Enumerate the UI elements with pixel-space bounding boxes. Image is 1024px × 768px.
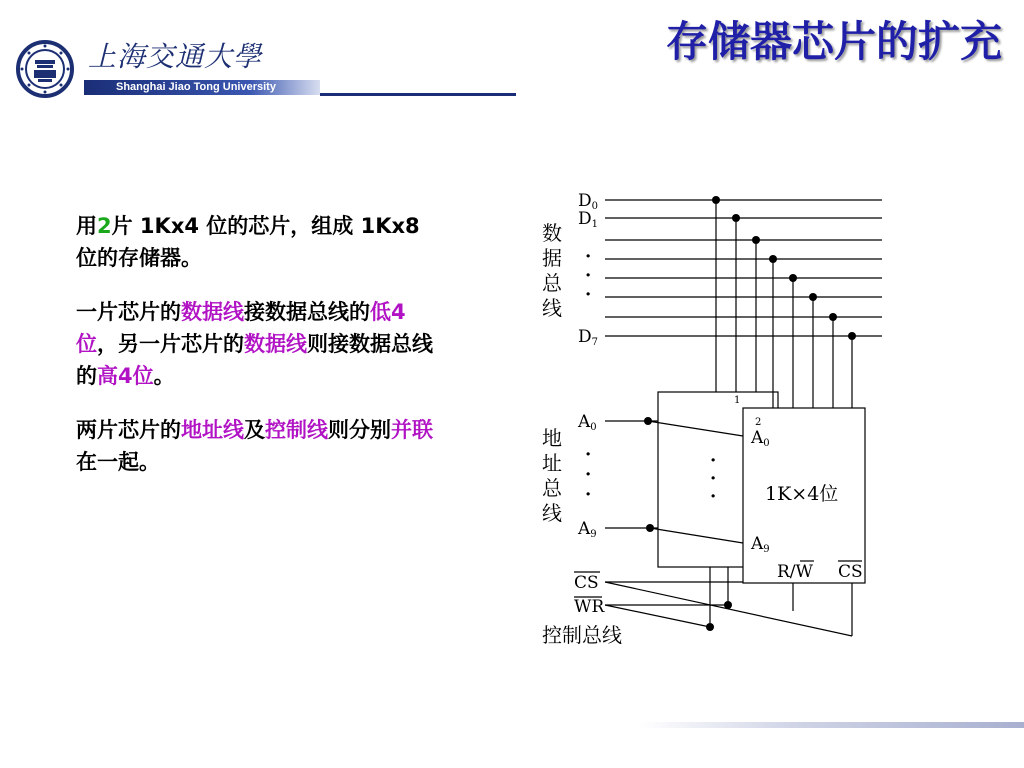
addr-bus-char: 地 [542, 426, 562, 450]
ellipsis-dot: · [585, 444, 592, 465]
chip-capacity-label: 1K×4位 [765, 483, 839, 505]
slide-body [76, 210, 436, 500]
text-run: 一片芯片的 [76, 300, 181, 324]
paragraph-3 [76, 414, 436, 478]
text-run: 片 1Kx4 位的芯片，组成 1Kx8 位的存储器。 [76, 214, 420, 270]
highlight-number: 2 [97, 214, 112, 238]
label-wr: WR [574, 597, 605, 617]
highlight-term: 数据线 [244, 332, 307, 356]
label-d0: D0 [578, 191, 599, 212]
text-run: 。 [153, 364, 175, 388]
junction-dot [789, 274, 797, 282]
label-a9: A9 [578, 519, 597, 540]
data-bus-char: 线 [542, 296, 562, 320]
ellipsis-dot: · [710, 486, 717, 507]
highlight-term: 高4位 [97, 364, 154, 388]
text-run: 在一起。 [76, 450, 160, 474]
highlight-term: 地址线 [181, 418, 244, 442]
text-run: 及 [244, 418, 265, 442]
highlight-term: 并联 [391, 418, 433, 442]
junction-dot [769, 255, 777, 263]
paragraph-1 [76, 210, 436, 274]
junction-dot [646, 524, 654, 532]
ctrl-bus-label: 控制总线 [542, 623, 622, 647]
header [0, 0, 1024, 100]
addr-bus-char: 总 [542, 476, 562, 500]
junction-dot [732, 214, 740, 222]
ellipsis-dot: · [710, 450, 717, 471]
addr-bus-char: 线 [542, 501, 562, 525]
label-d7: D7 [578, 327, 599, 348]
junction-dot [724, 601, 732, 609]
footer-decoration [640, 722, 1024, 728]
highlight-term: 控制线 [265, 418, 328, 442]
chip-a9: A9 [751, 534, 770, 555]
ellipsis-dot: · [585, 484, 592, 505]
text-run: 则分别 [328, 418, 391, 442]
chip-cs-label: CS [838, 562, 863, 582]
university-name-cn: 上海交通大學 [88, 40, 263, 73]
junction-dot [809, 293, 817, 301]
data-bus-char: 数 [542, 221, 562, 245]
text-run: 接数据总线的 [244, 300, 370, 324]
label-a0: A0 [578, 412, 597, 433]
paragraph-2 [76, 296, 436, 392]
ellipsis-dot: · [585, 246, 592, 267]
slide-title: 存储器芯片的扩充 [665, 17, 1002, 66]
data-bus-char: 总 [542, 271, 562, 295]
label-d1: D1 [578, 209, 599, 230]
ellipsis-dot: · [585, 464, 592, 485]
memory-expansion-diagram [530, 180, 900, 650]
header-divider [320, 93, 516, 96]
junction-dot [829, 313, 837, 321]
junction-dot [752, 236, 760, 244]
junction-dot [712, 196, 720, 204]
highlight-term: 数据线 [181, 300, 244, 324]
label-cs: CS [574, 573, 599, 593]
chip-rw-label: R/W [777, 562, 814, 582]
junction-dot [848, 332, 856, 340]
addr-bus-label [542, 426, 563, 525]
addr-bus-char: 址 [542, 451, 562, 475]
chip-a0: A0 [751, 428, 770, 449]
data-bus-char: 据 [542, 246, 562, 270]
chip1-number: 1 [734, 395, 741, 406]
text-run: 两片芯片的 [76, 418, 181, 442]
university-name-en: Shanghai Jiao Tong University [116, 81, 276, 93]
data-bus-label [542, 221, 563, 320]
text-run: 则接数据总线的 [76, 332, 433, 388]
university-seal-icon [16, 40, 74, 98]
text-run: 用 [76, 214, 97, 238]
ellipsis-dot: · [585, 265, 592, 286]
ellipsis-dot: · [585, 284, 592, 305]
junction-dot [644, 417, 652, 425]
junction-dot [706, 623, 714, 631]
ellipsis-dot: · [710, 468, 717, 489]
text-run: ，另一片芯片的 [97, 332, 244, 356]
highlight-term: 低4位 [76, 300, 406, 356]
chip2-number: 2 [755, 417, 762, 428]
